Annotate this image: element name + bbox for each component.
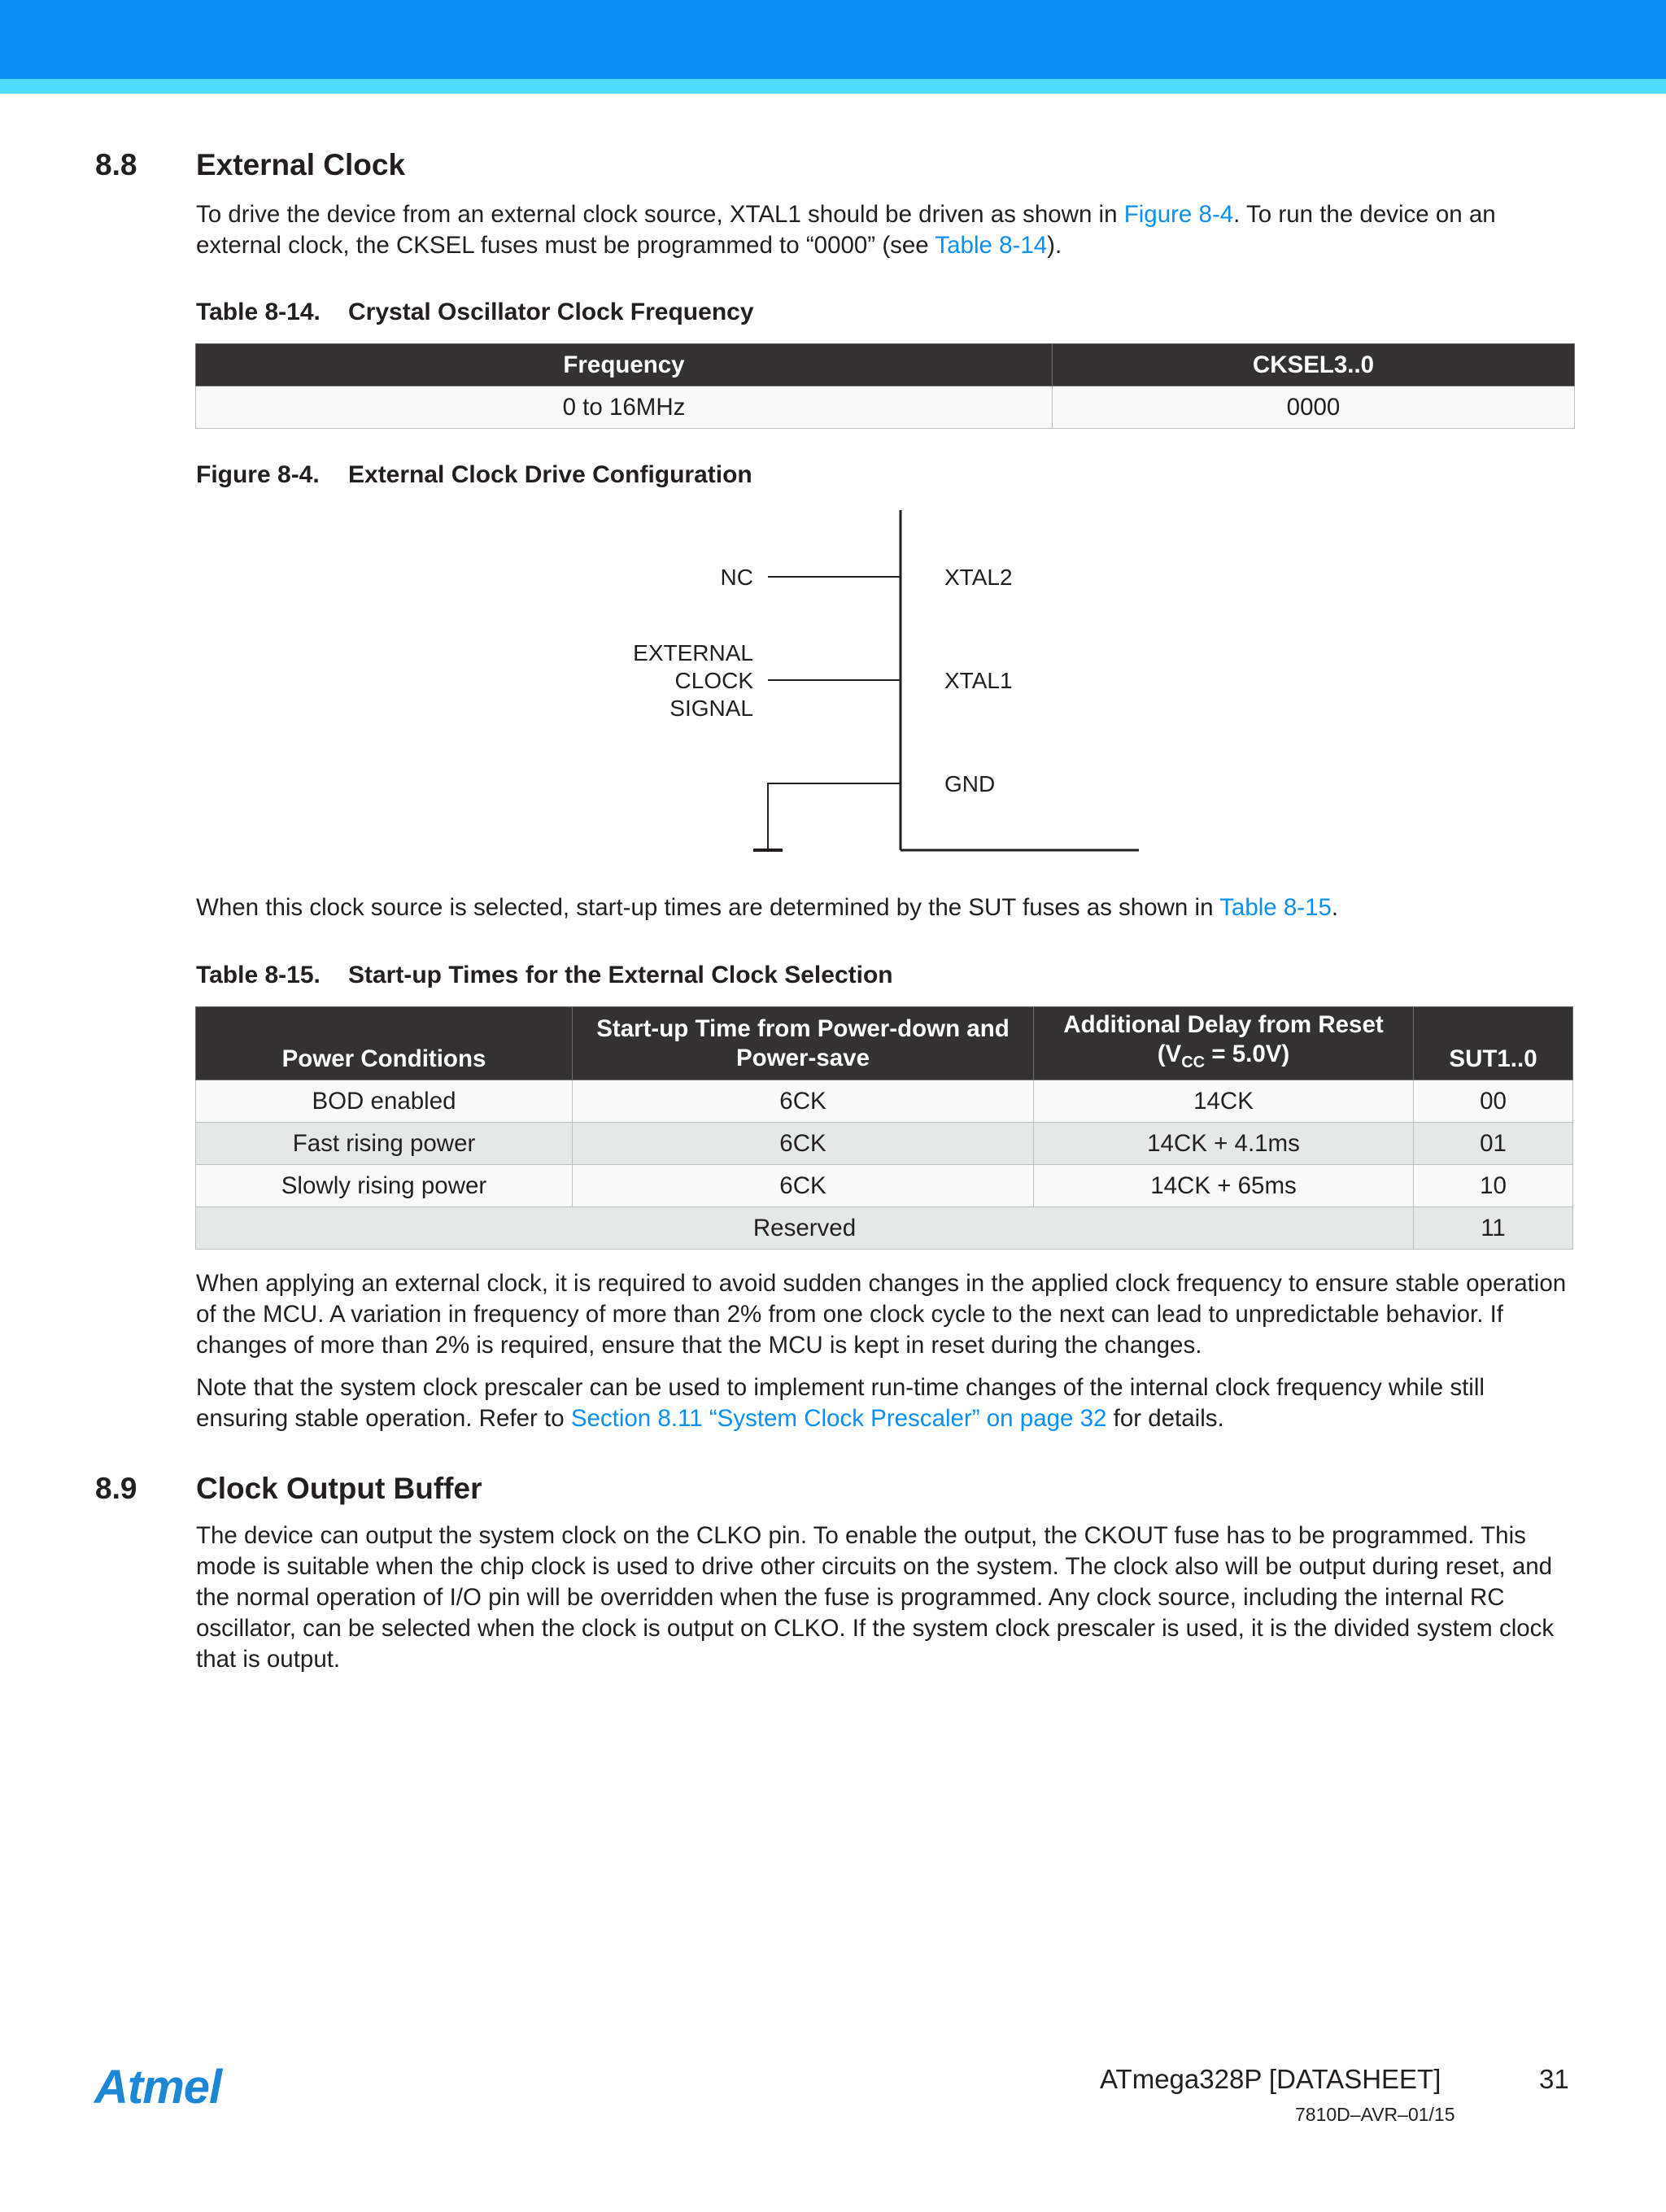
- text-run: . To run the device on an external clock, the CKSEL fuses must be programmed to “0000” (see: [196, 201, 1496, 259]
- text-run: for details.: [1106, 1405, 1224, 1432]
- header-text: (V: [1157, 1040, 1182, 1067]
- header-stripe: [0, 79, 1666, 94]
- caption-label: Table 8-14.: [196, 299, 321, 325]
- table-caption: [196, 299, 754, 326]
- column-header: SUT1..0: [1414, 1007, 1573, 1080]
- text-run: When this clock source is selected, start-up times are determined by the SUT fuses as shown in: [196, 894, 1220, 921]
- table-row: [196, 1165, 1573, 1207]
- text-run: ).: [1047, 232, 1062, 259]
- table-cell: 10: [1414, 1165, 1573, 1207]
- paragraph: The device can output the system clock on the CLKO pin. To enable the output, the CKOUT fuse has to be programmed. This mode is suitable when the chip clock is used to drive other circuits on the system. The clock also will be output during reset, and the normal operation of I/O pin will be overridden when the fuse is programmed. Any clock source, including the internal RC oscillator, can be selected when the clock is output on CLKO. If the system clock prescaler is used, it is the divided system clock that is output.: [196, 1522, 1555, 1673]
- figure-link[interactable]: Figure 8-4: [1123, 201, 1234, 228]
- table-cell: Reserved: [196, 1207, 1414, 1250]
- startup-times-table: [195, 1006, 1573, 1250]
- text-run: To drive the device from an external clock source, XTAL1 should be driven as shown in: [196, 201, 1124, 228]
- header-subscript: CC: [1181, 1053, 1206, 1071]
- caption-title: External Clock Drive Configuration: [348, 461, 752, 488]
- ext-clock-label-line3: SIGNAL: [669, 696, 753, 721]
- header-bar: [0, 0, 1666, 79]
- table-header-row: [196, 344, 1575, 386]
- table-cell: Fast rising power: [196, 1123, 573, 1165]
- table-cell: 0 to 16MHz: [196, 386, 1053, 429]
- caption-label: Table 8-15.: [196, 962, 321, 988]
- column-header: Start-up Time from Power-down and Power-save: [573, 1007, 1034, 1080]
- table-cell: 0000: [1053, 386, 1575, 429]
- table-row: [196, 1207, 1573, 1250]
- table-row: [196, 1080, 1573, 1123]
- header-text: Additional Delay from Reset: [1063, 1010, 1384, 1038]
- paragraph: [196, 892, 1579, 923]
- column-header: Frequency: [196, 344, 1053, 386]
- table-cell: 6CK: [573, 1080, 1034, 1123]
- paragraph: [196, 1372, 1579, 1434]
- column-header: [1034, 1007, 1414, 1080]
- table-row: [196, 1123, 1573, 1165]
- table-cell: 14CK + 4.1ms: [1034, 1123, 1414, 1165]
- table-cell: 11: [1414, 1207, 1573, 1250]
- table-link[interactable]: Table 8-15: [1219, 894, 1332, 921]
- caption-title: Start-up Times for the External Clock Selection: [348, 962, 893, 988]
- ext-clock-label-line2: CLOCK: [674, 668, 753, 693]
- paragraph: [196, 199, 1579, 261]
- table-cell: Slowly rising power: [196, 1165, 573, 1207]
- text-run: .: [1331, 894, 1339, 921]
- table-cell: 01: [1414, 1123, 1573, 1165]
- page-number: 31: [1539, 2064, 1569, 2094]
- table-link[interactable]: Table 8-14: [935, 232, 1048, 259]
- table-cell: 6CK: [573, 1123, 1034, 1165]
- atmel-logo: Atmel: [94, 2061, 222, 2114]
- header-text: = 5.0V): [1205, 1040, 1290, 1067]
- table-header-row: [196, 1007, 1573, 1080]
- ext-clock-label-line1: EXTERNAL: [633, 640, 753, 665]
- xtal2-pin-label: XTAL2: [944, 565, 1013, 590]
- caption-title: Crystal Oscillator Clock Frequency: [348, 299, 754, 325]
- gnd-wire: [768, 783, 901, 850]
- table-cell: 14CK: [1034, 1080, 1414, 1123]
- section-number: 8.9: [95, 1472, 137, 1505]
- section-number: 8.8: [95, 148, 137, 181]
- xtal1-pin-label: XTAL1: [944, 668, 1013, 693]
- caption-label: Figure 8-4.: [196, 461, 320, 488]
- column-header: Power Conditions: [196, 1007, 573, 1080]
- footer-doc-title: ATmega328P [DATASHEET]: [1100, 2064, 1441, 2094]
- footer-doc-code: 7810D–AVR–01/15: [1295, 2104, 1455, 2125]
- section-title: External Clock: [196, 148, 406, 181]
- table-row: [196, 386, 1575, 429]
- clock-frequency-table: [195, 343, 1575, 429]
- gnd-pin-label: GND: [944, 771, 996, 796]
- section-title: Clock Output Buffer: [196, 1472, 482, 1505]
- nc-label: NC: [720, 565, 753, 590]
- text-run: Note that the system clock prescaler can be used to implement run-time changes of the internal clock frequency while still ensuring stable operation. Refer to: [196, 1374, 1485, 1432]
- section-link[interactable]: Section 8.11 “System Clock Prescaler” on page 32: [570, 1405, 1107, 1432]
- figure-caption: [196, 461, 752, 489]
- table-cell: BOD enabled: [196, 1080, 573, 1123]
- table-cell: 6CK: [573, 1165, 1034, 1207]
- paragraph: When applying an external clock, it is required to avoid sudden changes in the applied clock frequency to ensure stable operation of the MCU. A variation in frequency of more than 2% from one clock cycle to the next can lead to unpredictable behavior. If changes of more than 2% is required, ensure that the MCU is kept in reset during the changes.: [196, 1270, 1567, 1359]
- table-cell: 14CK + 65ms: [1034, 1165, 1414, 1207]
- column-header: CKSEL3..0: [1053, 344, 1575, 386]
- table-cell: 00: [1414, 1080, 1573, 1123]
- table-caption: [196, 962, 893, 989]
